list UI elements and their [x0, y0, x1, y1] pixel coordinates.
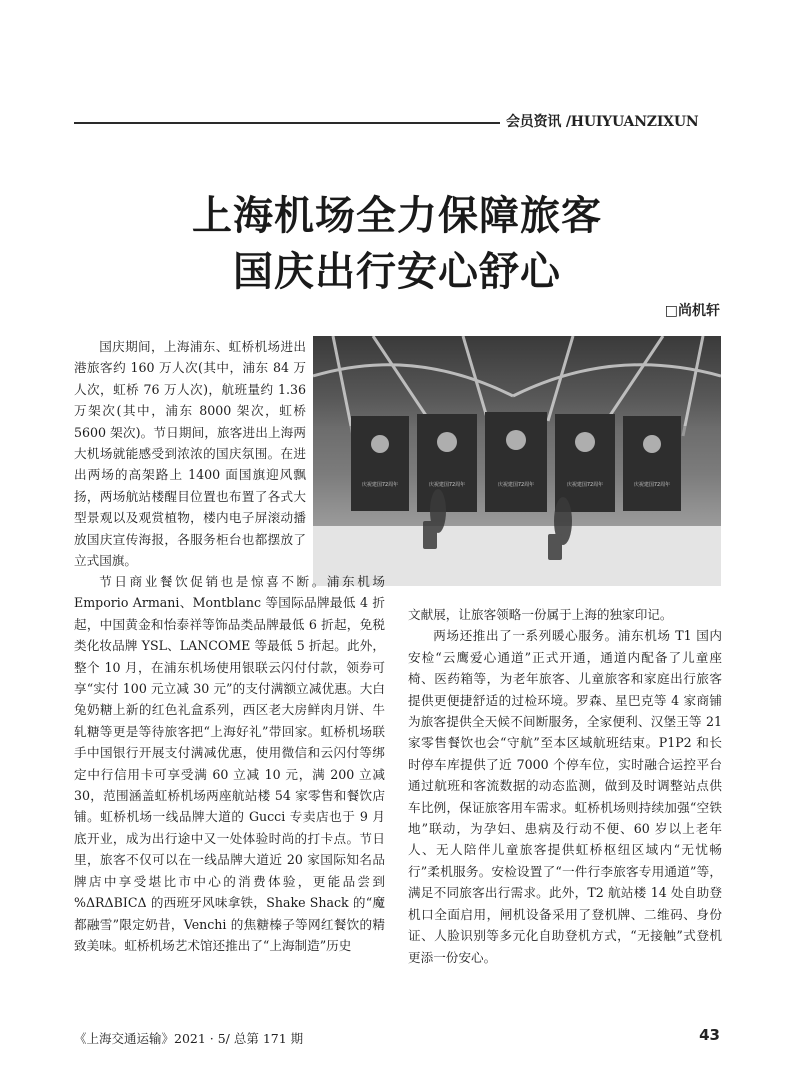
poster-caption-4: 庆祝建国72周年 — [566, 482, 604, 488]
photo-illustration — [313, 336, 721, 586]
title-line-2: 国庆出行安心舒心 — [233, 248, 561, 295]
airport-terminal-photo — [313, 336, 721, 586]
poster-caption-2: 庆祝建国72周年 — [428, 482, 466, 488]
page-number: 43 — [699, 1026, 720, 1044]
paragraph-3: 两场还推出了一系列暖心服务。浦东机场 T1 国内安检“云鹰爱心通道”正式开通，通道内配备了儿童座椅、医药箱等，为老年旅客、儿童旅客和家庭出行旅客提供更便捷舒适的过检环境。罗森、星巴克等 4 家商铺为旅客提供全天候不间断服务，全家便利、汉堡王等 21 家零售餐饮也会“守航”至本区域航班结束。P1P2 和长时停车库提供了近 7000 个停车位，实时融合运控平台通过航班和客流数据的动态监测，做到及时调整站点供车比例，保证旅客用车需求。虹桥机场则持续加强“空铁地”联动，为孕妇、患病及行动不便、60 岁以上老年人、无人陪伴儿童旅客提供虹桥枢纽区域内“无忧畅行”柔机服务。安检设置了“一件行李旅客专用通道”等，满足不同旅客出行需求。此外，T2 航站楼 14 处自助登机口全面启用，闸机设备采用了登机牌、二维码、身份证、人脸识别等多元化自助登机方式，“无接触”式登机更添一份安心。 — [408, 628, 722, 965]
title-line-1: 上海机场全力保障旅客 — [192, 192, 602, 239]
article-title — [0, 188, 794, 300]
column-left-bottom — [74, 571, 385, 956]
poster-caption-3: 庆祝建国72周年 — [497, 482, 535, 488]
column-left-top — [74, 336, 306, 571]
paragraph-2-continued: 文献展，让旅客领略一份属于上海的独家印记。 — [408, 607, 673, 622]
section-label: 会员资讯 /HUIYUANZIXUN — [506, 114, 699, 130]
byline: □尚机轩 — [664, 303, 720, 319]
paragraph-1: 国庆期间，上海浦东、虹桥机场进出港旅客约 160 万人次(其中，浦东 84 万人次，虹桥 76 万人次)，航班量约 1.36 万架次(其中，浦东 8000 架次，虹桥 5600 架次)。节日期间，旅客进出上海两大机场就能感受到浓浓的国庆氛围。在进出两场的高架路上 1400 面国旗迎风飘扬，两场航站楼醒目位置也布置了各式大型景观以及观赏植物，楼内电子屏滚动播放国庆宣传海报，各服务柜台也都摆放了立式国旗。 — [74, 339, 306, 569]
poster-caption-1: 庆祝建国72周年 — [361, 482, 399, 488]
header-rule — [74, 122, 500, 124]
poster-caption-5: 庆祝建国72周年 — [633, 482, 671, 488]
column-right — [408, 604, 722, 968]
paragraph-2: 节日商业餐饮促销也是惊喜不断。浦东机场 Emporio Armani、Montblanc 等国际品牌最低 4 折起，中国黄金和怡泰祥等饰品类品牌最低 6 折起，免税类化妆品牌 YSL、LANCOME 等最低 5 折起。此外，整个 10 月，在浦东机场使用银联云闪付付款，领券可享“实付 100 元立减 30 元”的支付满额立减优惠。大白兔奶糖上新的红色礼盒系列，西区老大房鲜肉月饼、牛轧糖等更是等待旅客把“上海好礼”带回家。虹桥机场联手中国银行开展支付满减优惠，使用微信和云闪付等绑定中行信用卡可享受满 60 立减 10 元，满 200 立减 30，范围涵盖虹桥机场两座航站楼 54 家零售和餐饮店铺。虹桥机场一线品牌大道的 Gucci 专卖店也于 9 月底开业，成为出行途中又一处体验时尚的打卡点。节日里，旅客不仅可以在一线品牌大道近 20 家国际知名品牌店中享受堪比市中心的消费体验，更能品尝到 %ΔRΔBICΔ 的西班牙风味拿铁，Shake Shack 的“魔都融雪”限定奶昔，Venchi 的焦糖榛子等网红餐饮的精致美味。虹桥机场艺术馆还推出了“上海制造”历史 — [74, 574, 385, 953]
footer-journal: 《上海交通运输》2021 · 5/ 总第 171 期 — [74, 1031, 304, 1046]
